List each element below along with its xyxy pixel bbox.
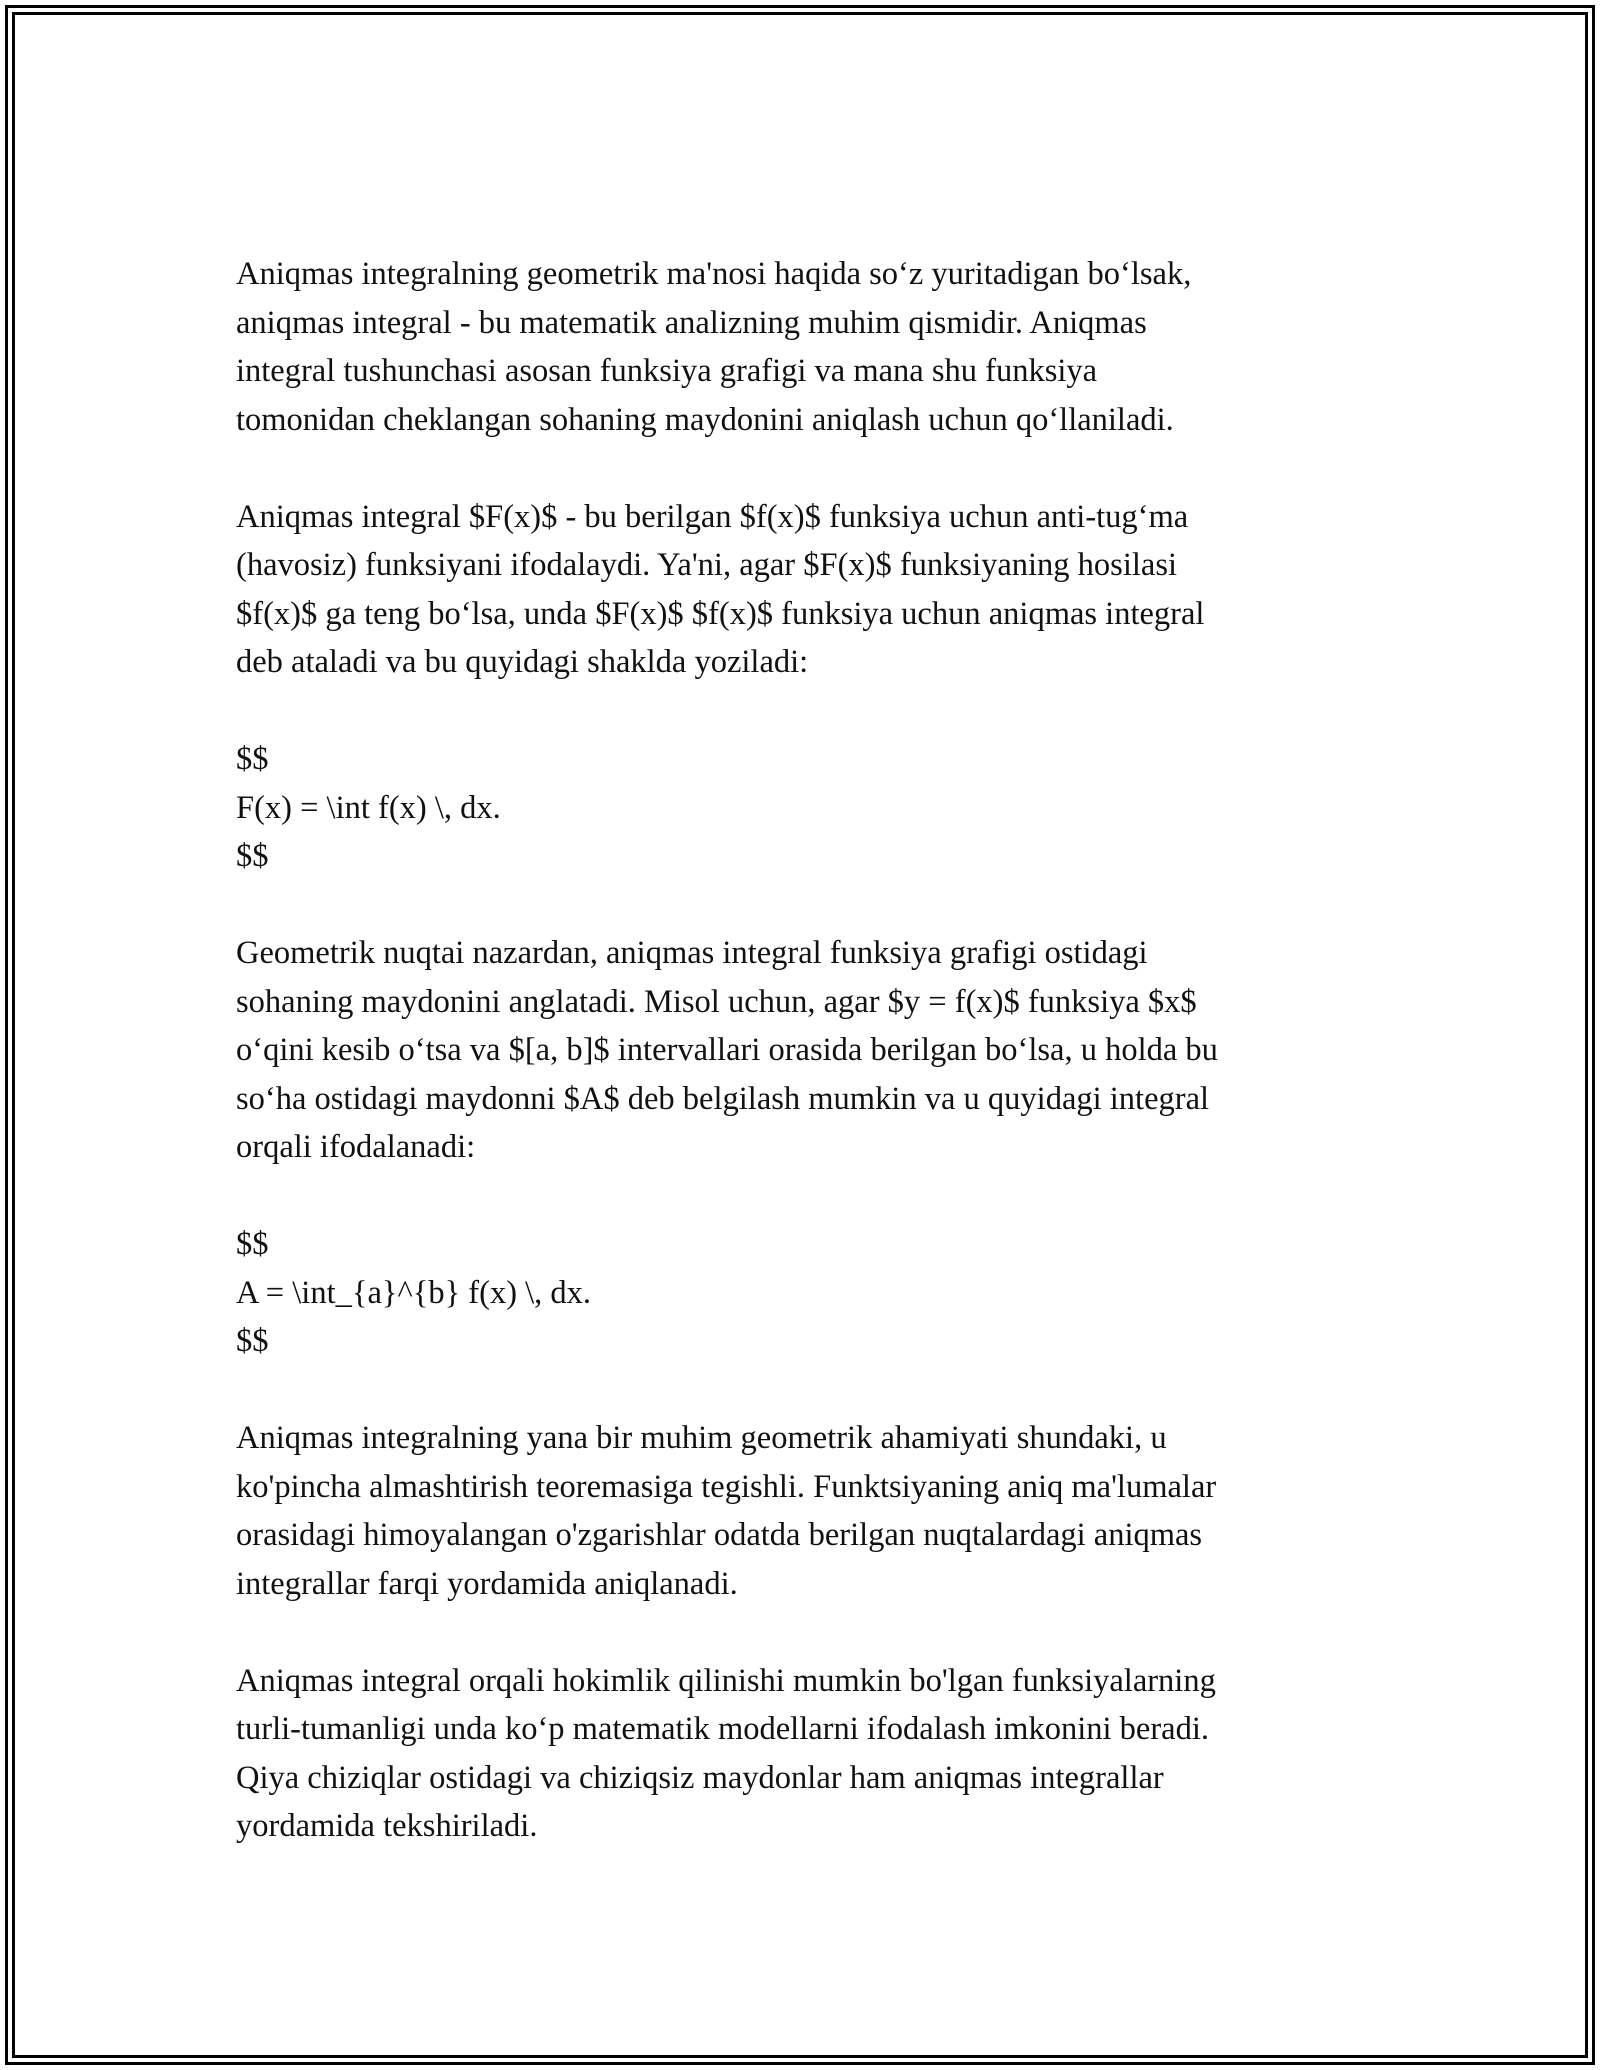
paragraph-definition: Aniqmas integral $F(x)$ - bu berilgan $f(x)$ funksiya uchun anti-tug‘ma (havosiz) funksiyani ifodalaydi. Ya'ni, agar $F(x)$ funksiyaning hosilasi $f(x)$ ga teng bo‘lsa, unda $F(x)$ $f(x)$ funksiya uchun aniqmas integral deb ataladi va bu quyidagi shaklda yoziladi:: [236, 498, 1205, 680]
formula-definite-integral: $$ A = \int_{a}^{b} f(x) \, dx. $$: [236, 1226, 592, 1359]
formula-indefinite-integral: $$ F(x) = \int f(x) \, dx. $$: [236, 741, 501, 874]
paragraph-intro: Aniqmas integralning geometrik ma'nosi haqida so‘z yuritadigan bo‘lsak, aniqmas integral - bu matematik analizning muhim qismidir. Aniqmas integral tushunchasi asosan funksiya grafigi va mana shu funksiya tomonidan cheklangan sohaning maydonini aniqlash uchun qo‘llaniladi.: [236, 256, 1192, 438]
paragraph-significance: Aniqmas integralning yana bir muhim geometrik ahamiyati shundaki, u ko'pincha almashtirish teoremasiga tegishli. Funktsiyaning aniq ma'lumalar orasidagi himoyalangan o'zgarishlar odatda berilgan nuqtalardagi aniqmas integrallar farqi yordamida aniqlanadi.: [236, 1420, 1217, 1602]
document-body: [236, 250, 1386, 1851]
paragraph-applications: Aniqmas integral orqali hokimlik qilinishi mumkin bo'lgan funksiyalarning turli-tumanligi unda ko‘p matematik modellarni ifodalash imkonini beradi. Qiya chiziqlar ostidagi va chiziqsiz maydonlar ham aniqmas integrallar yordamida tekshiriladi.: [236, 1662, 1216, 1844]
paragraph-geometric-meaning: Geometrik nuqtai nazardan, aniqmas integral funksiya grafigi ostidagi sohaning maydonini anglatadi. Misol uchun, agar $y = f(x)$ funksiya $x$ o‘qini kesib o‘tsa va $[a, b]$ intervallari orasida berilgan bo‘lsa, u holda bu so‘ha ostidagi maydonni $A$ deb belgilash mumkin va u quyidagi integral orqali ifodalanadi:: [236, 935, 1218, 1165]
